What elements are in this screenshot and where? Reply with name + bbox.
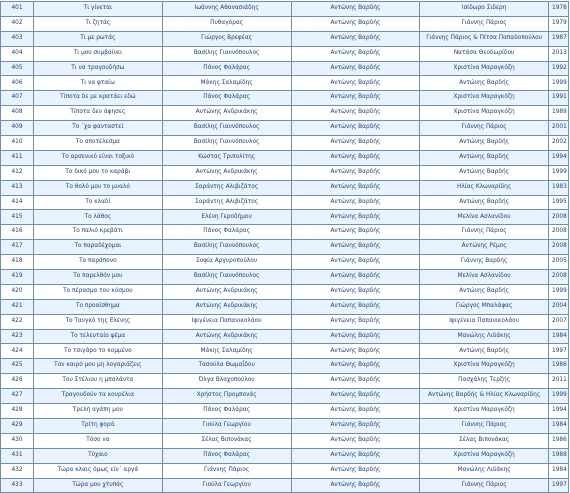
table-row	[1, 106, 569, 121]
lyricist-cell: Αντώνης Ανδρικάκης	[162, 165, 291, 180]
singer-cell: Αντώνης Βαρδής	[420, 76, 549, 91]
singer-cell: Χριστίνα Μαραγκόζη	[420, 91, 549, 106]
table-row	[1, 284, 569, 299]
songs-table	[0, 1, 569, 493]
table-row	[1, 16, 569, 31]
song-title-cell: Το αρσενικό είναι τοξικό	[34, 150, 163, 165]
composer-cell: Αντώνης Βαρδής	[291, 180, 420, 195]
year-cell: 2001	[549, 121, 569, 136]
singer-cell: Ιφιγένεια Παπανικολάου	[420, 314, 549, 329]
lyricist-cell: Πυθαγόρας	[162, 16, 291, 31]
singer-cell: Γιάννης Πάριος	[420, 418, 549, 433]
song-number-cell: 406	[1, 76, 34, 91]
song-number-cell: 407	[1, 91, 34, 106]
year-cell: 2013	[549, 46, 569, 61]
song-title-cell: Τίποτα δεν άφησες	[34, 106, 163, 121]
singer-cell: Μελίνα Ασλανίδου	[420, 270, 549, 285]
song-title-cell: Τραγουδούν τα κουρέλια	[34, 389, 163, 404]
lyricist-cell: Αντώνης Ανδρικάκης	[162, 299, 291, 314]
song-number-cell: 417	[1, 240, 34, 255]
composer-cell: Αντώνης Βαρδής	[291, 46, 420, 61]
singer-cell: Πασχάλης Τερζής	[420, 374, 549, 389]
composer-cell: Αντώνης Βαρδής	[291, 240, 420, 255]
table-row	[1, 76, 569, 91]
composer-cell: Αντώνης Βαρδής	[291, 329, 420, 344]
year-cell: 1984	[549, 418, 569, 433]
composer-cell: Αντώνης Βαρδής	[291, 76, 420, 91]
composer-cell: Αντώνης Βαρδής	[291, 270, 420, 285]
composer-cell: Αντώνης Βαρδής	[291, 284, 420, 299]
table-row	[1, 225, 569, 240]
lyricist-cell: Μάκης Σαλαμίδης	[162, 344, 291, 359]
singer-cell: Μανώλης Λιδάκης	[420, 463, 549, 478]
song-number-cell: 404	[1, 46, 34, 61]
lyricist-cell: Βασίλης Γιαννόπουλος	[162, 240, 291, 255]
composer-cell: Αντώνης Βαρδής	[291, 91, 420, 106]
song-number-cell: 426	[1, 374, 34, 389]
composer-cell: Αντώνης Βαρδής	[291, 106, 420, 121]
song-number-cell: 411	[1, 150, 34, 165]
song-number-cell: 415	[1, 210, 34, 225]
singer-cell: Ισίδωρο Σιδερη	[420, 2, 549, 17]
composer-cell: Αντώνης Βαρδής	[291, 255, 420, 270]
song-number-cell: 410	[1, 136, 34, 151]
composer-cell: Αντώνης Βαρδής	[291, 150, 420, 165]
song-number-cell: 431	[1, 448, 34, 463]
singer-cell: Αντώνης Βαρδής	[420, 195, 549, 210]
table-row	[1, 195, 569, 210]
composer-cell: Αντώνης Βαρδής	[291, 299, 420, 314]
song-number-cell: 401	[1, 2, 34, 17]
singer-cell: Γιάννης Βαρδής	[420, 255, 549, 270]
song-number-cell: 419	[1, 270, 34, 285]
lyricist-cell: Σαράντης Αλιβιζάτος	[162, 180, 291, 195]
song-number-cell: 425	[1, 359, 34, 374]
composer-cell: Αντώνης Βαρδής	[291, 165, 420, 180]
table-row	[1, 314, 569, 329]
lyricist-cell: Όλγα Βλαχοπούλου	[162, 374, 291, 389]
lyricist-cell: Βασίλης Γιαννόπουλος	[162, 136, 291, 151]
lyricist-cell: Ιφιγένεια Παπανικολάου	[162, 314, 291, 329]
singer-cell: Αντώνης Βαρδής	[420, 344, 549, 359]
lyricist-cell: Πάνος Φαλάρας	[162, 61, 291, 76]
song-title-cell: Το πέρασμα του κόσμου	[34, 284, 163, 299]
composer-cell: Αντώνης Βαρδής	[291, 433, 420, 448]
song-number-cell: 433	[1, 478, 34, 493]
year-cell: 1983	[549, 180, 569, 195]
singer-cell: Σέλας Βιπονάκας	[420, 433, 549, 448]
year-cell: 2004	[549, 299, 569, 314]
year-cell: 2011	[549, 374, 569, 389]
song-title-cell: Το Τανγκό της Ελένης	[34, 314, 163, 329]
year-cell: 1997	[549, 478, 569, 493]
year-cell: 1987	[549, 31, 569, 46]
table-row	[1, 448, 569, 463]
composer-cell: Αντώνης Βαρδής	[291, 210, 420, 225]
song-title-cell: Το τσιγάρο το κομμένο	[34, 344, 163, 359]
song-number-cell: 403	[1, 31, 34, 46]
composer-cell: Αντώνης Βαρδής	[291, 136, 420, 151]
songs-table-body	[1, 2, 569, 493]
song-title-cell: Το παρελθόν μου	[34, 270, 163, 285]
composer-cell: Αντώνης Βαρδής	[291, 344, 420, 359]
table-row	[1, 255, 569, 270]
lyricist-cell: Βασίλης Γιαννόπουλος	[162, 270, 291, 285]
singer-cell: Αντώνης Βαρδής	[420, 150, 549, 165]
singer-cell: Χριστίνα Μαραγκόζη	[420, 448, 549, 463]
song-title-cell: Τι να τραγουδήσω	[34, 61, 163, 76]
lyricist-cell: Ιωάννης Αθανασιάδης	[162, 2, 291, 17]
table-row	[1, 2, 569, 17]
singer-cell: Χριστίνα Μαραγκόζη	[420, 359, 549, 374]
year-cell: 1984	[549, 463, 569, 478]
song-title-cell: Τι να φταίω	[34, 76, 163, 91]
table-row	[1, 389, 569, 404]
table-row	[1, 136, 569, 151]
year-cell: 1984	[549, 329, 569, 344]
song-title-cell: Τύχαιο	[34, 448, 163, 463]
song-title-cell: Τι με ρωτάς	[34, 31, 163, 46]
year-cell: 1991	[549, 91, 569, 106]
singer-cell: Γιάννης Πάριος	[420, 225, 549, 240]
lyricist-cell: Σοφία Αργυροπούλου	[162, 255, 291, 270]
year-cell: 1999	[549, 284, 569, 299]
table-row	[1, 240, 569, 255]
lyricist-cell: Πάνος Φαλάρας	[162, 404, 291, 419]
year-cell: 1999	[549, 76, 569, 91]
singer-cell: Αντώνης Βαρδής & Ηλίας Κλωναρίδης	[420, 389, 549, 404]
table-row	[1, 91, 569, 106]
table-row	[1, 299, 569, 314]
song-title-cell: Το ΄χα φανταστεί	[34, 121, 163, 136]
composer-cell: Αντώνης Βαρδής	[291, 16, 420, 31]
song-number-cell: 408	[1, 106, 34, 121]
song-number-cell: 416	[1, 225, 34, 240]
lyricist-cell: Σαράντης Αλιβιζάτος	[162, 195, 291, 210]
song-number-cell: 402	[1, 16, 34, 31]
table-row	[1, 165, 569, 180]
table-row	[1, 121, 569, 136]
singer-cell: Μανώλης Λιδάκης	[420, 329, 549, 344]
year-cell: 1988	[549, 448, 569, 463]
lyricist-cell: Γιώργος Βρεφέας	[162, 31, 291, 46]
table-row	[1, 329, 569, 344]
lyricist-cell: Πάνος Φαλάρας	[162, 225, 291, 240]
year-cell: 2002	[549, 136, 569, 151]
table-row	[1, 180, 569, 195]
song-title-cell: Το προαίσθημα	[34, 299, 163, 314]
song-title-cell: Το θολό μου το μυαλό	[34, 180, 163, 195]
lyricist-cell: Βασίλης Γιαννόπουλος	[162, 46, 291, 61]
year-cell: 2005	[549, 255, 569, 270]
table-row	[1, 433, 569, 448]
song-number-cell: 414	[1, 195, 34, 210]
song-number-cell: 422	[1, 314, 34, 329]
singer-cell: Γιάννης Πάριος & Πίτσα Παπαδοπούλου	[420, 31, 549, 46]
singer-cell: Αντώνης Ρέμος	[420, 240, 549, 255]
song-number-cell: 405	[1, 61, 34, 76]
song-title-cell: Τι ζητάς	[34, 16, 163, 31]
composer-cell: Αντώνης Βαρδής	[291, 463, 420, 478]
composer-cell: Αντώνης Βαρδής	[291, 404, 420, 419]
lyricist-cell: Γιάννης Πάριος	[162, 463, 291, 478]
song-number-cell: 423	[1, 329, 34, 344]
singer-cell: Χριστίνα Μαραγκόζη	[420, 404, 549, 419]
singer-cell: Χριστίνα Μαραγκόζη	[420, 61, 549, 76]
song-number-cell: 424	[1, 344, 34, 359]
song-title-cell: Τι μου συμβαίνει	[34, 46, 163, 61]
lyricist-cell: Πάνος Φαλάρας	[162, 448, 291, 463]
song-number-cell: 420	[1, 284, 34, 299]
song-title-cell: Τον καιρό μου μη λογαριάζεις	[34, 359, 163, 374]
lyricist-cell: Ελένη Γεροδήμου	[162, 210, 291, 225]
song-title-cell: Τόσο να	[34, 433, 163, 448]
composer-cell: Αντώνης Βαρδής	[291, 314, 420, 329]
song-title-cell: Τώρα κλαις όμως είν΄ αργά	[34, 463, 163, 478]
year-cell: 1979	[549, 16, 569, 31]
table-row	[1, 404, 569, 419]
song-title-cell: Το δικό μου το καράβι	[34, 165, 163, 180]
year-cell: 1989	[549, 106, 569, 121]
table-row	[1, 344, 569, 359]
song-title-cell: Το αποτέλεσμα	[34, 136, 163, 151]
composer-cell: Αντώνης Βαρδής	[291, 374, 420, 389]
song-number-cell: 432	[1, 463, 34, 478]
song-title-cell: Το λάθος	[34, 210, 163, 225]
year-cell: 2008	[549, 270, 569, 285]
table-row	[1, 374, 569, 389]
song-number-cell: 427	[1, 389, 34, 404]
year-cell: 1978	[549, 2, 569, 17]
lyricist-cell: Μάκης Σαλαμίδης	[162, 76, 291, 91]
composer-cell: Αντώνης Βαρδής	[291, 225, 420, 240]
singer-cell: Γιάννης Πάριος	[420, 121, 549, 136]
table-row	[1, 270, 569, 285]
lyricist-cell: Κώστας Τριπολίτης	[162, 150, 291, 165]
year-cell: 1999	[549, 389, 569, 404]
lyricist-cell: Βασίλης Γιαννόπουλος	[162, 121, 291, 136]
singer-cell: Γιάννης Πάριος	[420, 16, 549, 31]
song-title-cell: Το κλαδί	[34, 195, 163, 210]
composer-cell: Αντώνης Βαρδής	[291, 195, 420, 210]
song-title-cell: Τώρα μου χτυπάς	[34, 478, 163, 493]
year-cell: 1992	[549, 61, 569, 76]
composer-cell: Αντώνης Βαρδής	[291, 61, 420, 76]
year-cell: 1995	[549, 195, 569, 210]
lyricist-cell: Γιούλα Γεωργίου	[162, 478, 291, 493]
composer-cell: Αντώνης Βαρδής	[291, 359, 420, 374]
song-title-cell: Το παλιό κρεβάτι	[34, 225, 163, 240]
year-cell: 2008	[549, 210, 569, 225]
song-number-cell: 418	[1, 255, 34, 270]
table-row	[1, 61, 569, 76]
table-row	[1, 359, 569, 374]
table-row	[1, 46, 569, 61]
composer-cell: Αντώνης Βαρδής	[291, 448, 420, 463]
year-cell: 1999	[549, 165, 569, 180]
year-cell: 2008	[549, 240, 569, 255]
year-cell: 1997	[549, 344, 569, 359]
composer-cell: Αντώνης Βαρδής	[291, 478, 420, 493]
song-number-cell: 428	[1, 404, 34, 419]
singer-cell: Αντώνης Βαρδής	[420, 284, 549, 299]
table-row	[1, 478, 569, 493]
song-title-cell: Τρελή αγάπη μου	[34, 404, 163, 419]
song-number-cell: 430	[1, 433, 34, 448]
lyricist-cell: Αντώνης Ανδρικάκης	[162, 284, 291, 299]
song-title-cell: Τίποτα δε με κρατάει εδώ	[34, 91, 163, 106]
year-cell: 1986	[549, 433, 569, 448]
table-row	[1, 418, 569, 433]
lyricist-cell: Τασούλα Θωμαΐδου	[162, 359, 291, 374]
singer-cell: Μελίνα Ασλανίδου	[420, 210, 549, 225]
year-cell: 2008	[549, 225, 569, 240]
composer-cell: Αντώνης Βαρδής	[291, 389, 420, 404]
song-number-cell: 412	[1, 165, 34, 180]
song-title-cell: Τι γίνεται	[34, 2, 163, 17]
table-row	[1, 150, 569, 165]
song-title-cell: Το τελευταίο ψέμα	[34, 329, 163, 344]
year-cell: 1994	[549, 404, 569, 419]
song-title-cell: Το παράπονο	[34, 255, 163, 270]
singer-cell: Γιώργος Μπαλάφας	[420, 299, 549, 314]
song-number-cell: 429	[1, 418, 34, 433]
song-title-cell: Του Στέλιου η μπαλάντα	[34, 374, 163, 389]
singer-cell: Ηλίας Κλωναρίδης	[420, 180, 549, 195]
lyricist-cell: Σέλας Βιπονάκας	[162, 433, 291, 448]
year-cell: 2007	[549, 314, 569, 329]
composer-cell: Αντώνης Βαρδής	[291, 121, 420, 136]
table-row	[1, 31, 569, 46]
singer-cell: Αντώνης Βαρδής	[420, 165, 549, 180]
composer-cell: Αντώνης Βαρδής	[291, 31, 420, 46]
composer-cell: Αντώνης Βαρδής	[291, 418, 420, 433]
singer-cell: Γιάννης Πάριος	[420, 478, 549, 493]
table-row	[1, 463, 569, 478]
song-number-cell: 421	[1, 299, 34, 314]
singer-cell: Χριστίνα Μαραγκόζη	[420, 106, 549, 121]
lyricist-cell: Πάνος Φαλάρας	[162, 91, 291, 106]
song-title-cell: Τρίτη φορά	[34, 418, 163, 433]
table-row	[1, 210, 569, 225]
song-number-cell: 413	[1, 180, 34, 195]
lyricist-cell: Γιούλα Γεωργίου	[162, 418, 291, 433]
singer-cell: Αντώνης Βαρδής	[420, 136, 549, 151]
song-number-cell: 409	[1, 121, 34, 136]
singer-cell: Νατάσα Θεοδωρίδου	[420, 46, 549, 61]
composer-cell: Αντώνης Βαρδής	[291, 2, 420, 17]
lyricist-cell: Αντώνης Ανδρικάκης	[162, 106, 291, 121]
year-cell: 1994	[549, 150, 569, 165]
year-cell: 1986	[549, 359, 569, 374]
song-title-cell: Το παραδέχομαι	[34, 240, 163, 255]
lyricist-cell: Χρήστος Προμπονάς	[162, 389, 291, 404]
lyricist-cell: Αντώνης Ανδρικάκης	[162, 329, 291, 344]
